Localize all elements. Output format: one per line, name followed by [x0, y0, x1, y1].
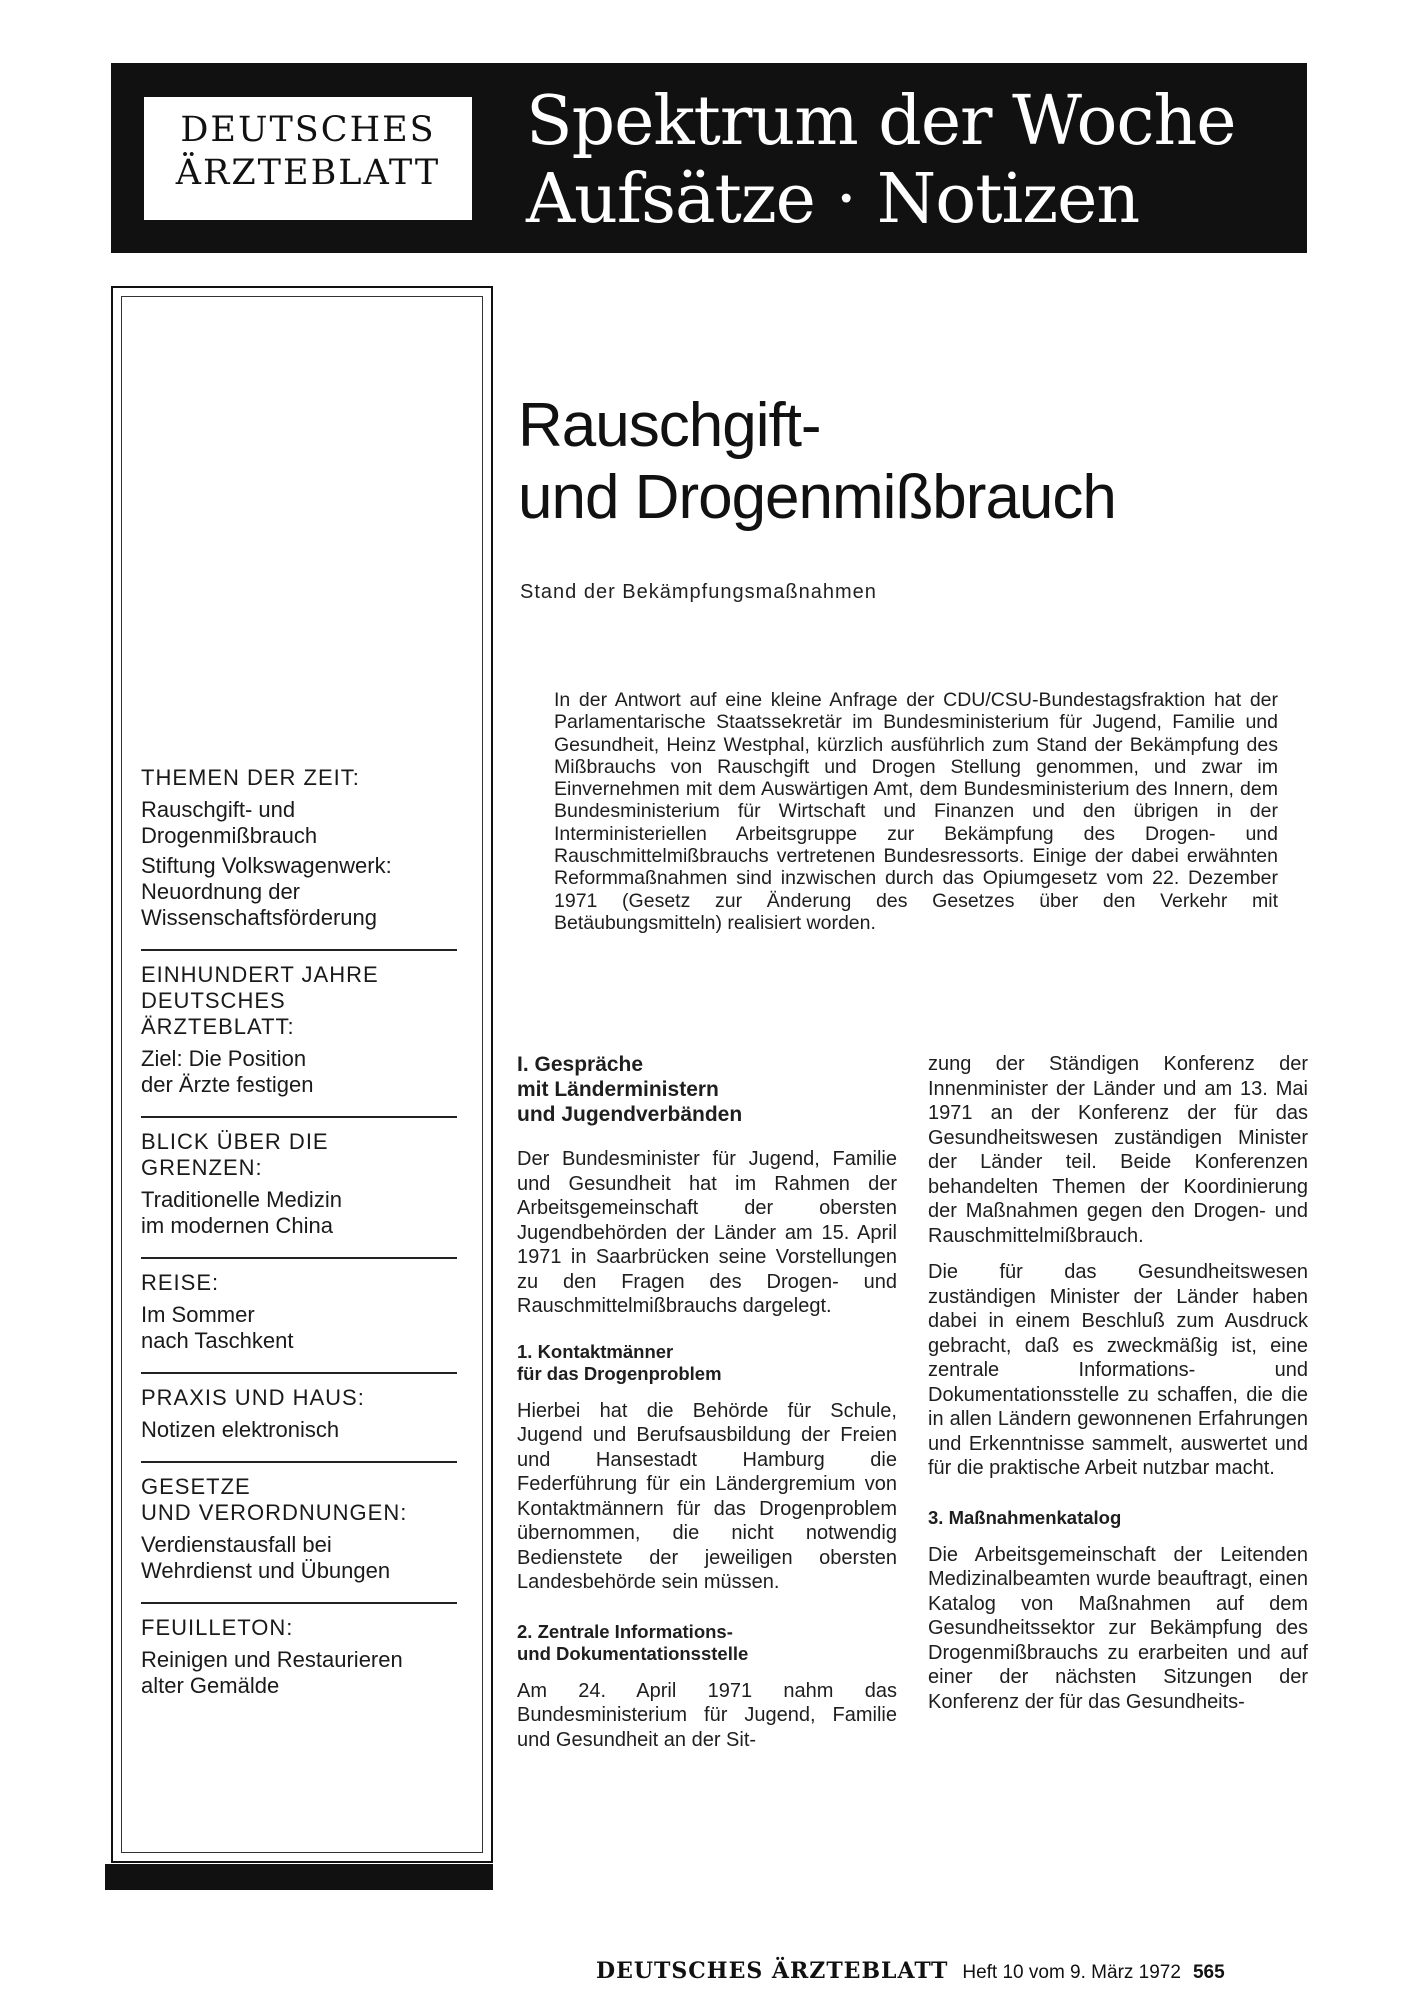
subsection-heading: 3. Maßnahmenkatalog — [928, 1506, 1122, 1528]
logo-line-1: DEUTSCHES — [180, 110, 436, 150]
toc-section — [141, 1116, 457, 1257]
toc-item[interactable]: Reinigen und Restaurieren alter Gemälde — [141, 1647, 403, 1698]
toc-section — [141, 765, 457, 949]
body-paragraph: zung der Ständigen Konferenz der Innenminister der Länder und am 13. Mai 1971 an der Konferenz der für das Gesundheitswesen zuständigen Minister der Länder teil. Beide Konferenzen behandelten Themen der Koordinierung der Maßnahmen gegen den Drogen- und Rauschmittelmißbrauch. — [928, 1053, 1308, 1247]
page-number: 565 — [1192, 1962, 1225, 1983]
section-heading: I. Gespräche mit Länderministern und Jugendverbänden — [517, 1053, 743, 1126]
article-column-right — [928, 1052, 1308, 1726]
publication-logo — [144, 97, 472, 220]
toc-section — [141, 949, 457, 1116]
toc-item[interactable]: Rauschgift- und Drogenmißbrauch — [141, 797, 318, 848]
toc-item[interactable]: Stiftung Volkswagenwerk: Neuordnung der Wissenschaftsförderung — [141, 853, 392, 930]
sidebar-bottom-bar — [105, 1864, 493, 1890]
body-paragraph: Die Arbeitsgemeinschaft der Leitenden Medizinalbeamten wurde beauftragt, einen Katalog von Maßnahmen auf dem Gesundheitssektor zur Bekämpfung des Drogenmißbrauchs zu erarbeiten und auf einer der nächsten Sitzungen der Konferenz der für das Gesundheits- — [928, 1543, 1308, 1713]
article-subtitle: Stand der Bekämpfungsmaßnahmen — [520, 581, 877, 603]
toc-item[interactable]: Notizen elektronisch — [141, 1417, 340, 1442]
toc-section — [141, 1372, 457, 1461]
subsection-heading: 2. Zentrale Informations- und Dokumentationsstelle — [517, 1620, 749, 1664]
toc-heading: GESETZE UND VERORDNUNGEN: — [141, 1474, 408, 1525]
toc-heading: PRAXIS UND HAUS: — [141, 1385, 365, 1410]
toc-heading: FEUILLETON: — [141, 1615, 294, 1640]
article-column-left — [517, 1052, 897, 1764]
toc-item[interactable]: Traditionelle Medizin im modernen China — [141, 1187, 342, 1238]
toc-heading: BLICK ÜBER DIE GRENZEN: — [141, 1129, 329, 1180]
toc-item[interactable]: Verdienstausfall bei Wehrdienst und Übungen — [141, 1532, 391, 1583]
body-paragraph: Der Bundesminister für Jugend, Familie und Gesundheit hat im Rahmen der Arbeitsgemeinschaft der obersten Jugendbehörden der Länder am 15. April 1971 in Saarbrücken seine Vorstellungen zu den Fragen des Drogen- und Rauschmittelmißbrauchs dargelegt. — [517, 1148, 897, 1317]
section-title-line-2: Aufsätze · Notizen — [526, 160, 1140, 239]
toc-section — [141, 1461, 457, 1602]
article-title: Rauschgift- und Drogenmißbrauch — [518, 391, 1116, 532]
footer-issue: Heft 10 vom 9. März 1972 — [962, 1962, 1181, 1983]
toc-section — [141, 1257, 457, 1372]
toc-section — [141, 1602, 457, 1717]
table-of-contents — [141, 765, 457, 1717]
article-intro: In der Antwort auf eine kleine Anfrage der CDU/CSU-Bundestagsfraktion hat der Parlamentarische Staatssekretär im Bundesministerium für Jugend, Familie und Gesundheit, Heinz Westphal, kürzlich ausführlich zum Stand der Bekämpfung des Mißbrauchs von Rauschgift und Drogen Stellung genommen, und zwar im Einvernehmen mit dem Auswärtigen Amt, dem Bundesministerium des Innern, dem Bundesministerium für Wirtschaft und Finanzen und den übrigen in der Interministeriellen Arbeitsgruppe zur Bekämpfung des Drogen- und Rauschmittelmißbrauchs vertretenen Bundesressorts. Einige der dabei erwähnten Reformmaßnahmen sind inzwischen durch das Opiumgesetz vom 22. Dezember 1971 (Gesetz zur Änderung des Gesetzes über den Verkehr mit Betäubungsmitteln) realisiert worden. — [554, 689, 1278, 934]
body-paragraph: Hierbei hat die Behörde für Schule, Jugend und Berufsausbildung der Freien und Hansestadt Hamburg die Federführung für ein Ländergremium von Kontaktmännern für das Drogenproblem übernommen, die nicht notwendig Bedienstete der jeweiligen obersten Landesbehörde sein müssen. — [517, 1399, 897, 1593]
logo-line-2: ÄRZTEBLATT — [175, 153, 441, 193]
footer-publication: DEUTSCHES ÄRZTEBLATT — [596, 1958, 949, 1984]
toc-heading: REISE: — [141, 1270, 220, 1295]
toc-heading: THEMEN DER ZEIT: — [141, 765, 360, 790]
toc-item[interactable]: Im Sommer nach Taschkent — [141, 1302, 294, 1353]
section-title-line-1: Spektrum der Woche — [526, 82, 1236, 161]
subsection-heading: 1. Kontaktmänner für das Drogenproblem — [517, 1340, 722, 1384]
body-paragraph: Die für das Gesundheitswesen zuständigen Minister der Länder haben dabei in einem Beschluß zum Ausdruck gebracht, daß es zweckmäßig ist, eine zentrale Informations- und Dokumentationsstelle zu schaffen, die die in allen Ländern gewonnenen Erfahrungen und Erkenntnisse sammelt, auswertet und für die praktische Arbeit nutzbar macht. — [928, 1261, 1308, 1479]
section-title — [526, 83, 1236, 239]
masthead — [111, 63, 1307, 253]
page-footer — [596, 1958, 1225, 1984]
body-paragraph: Am 24. April 1971 nahm das Bundesministerium für Jugend, Familie und Gesundheit an der Sit- — [517, 1679, 897, 1751]
toc-heading: EINHUNDERT JAHRE DEUTSCHES ÄRZTEBLATT: — [141, 962, 379, 1039]
toc-item[interactable]: Ziel: Die Position der Ärzte festigen — [141, 1046, 314, 1097]
